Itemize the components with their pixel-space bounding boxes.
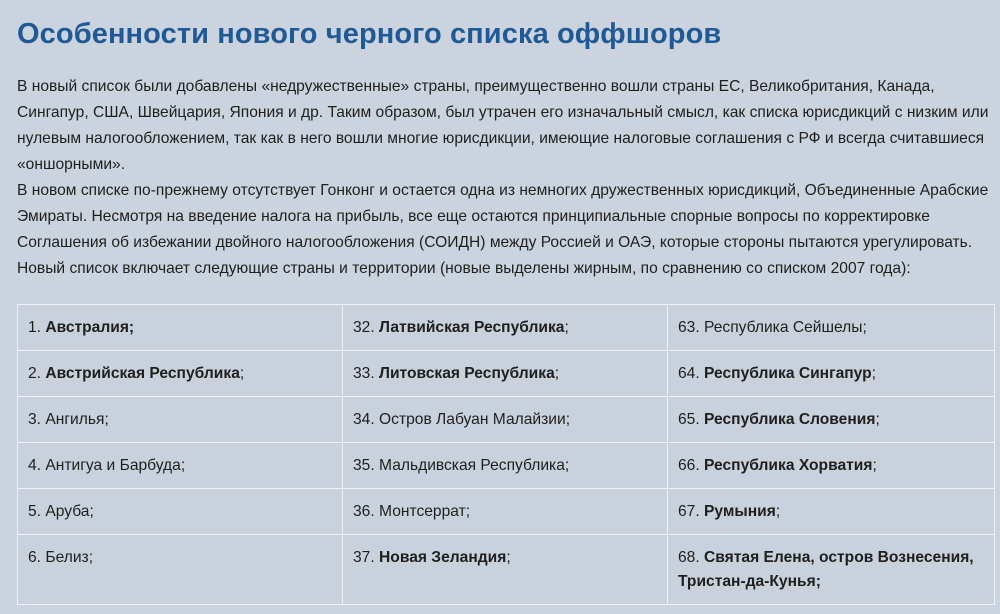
country-name: Австралия [45,319,129,336]
table-row [18,489,995,535]
table-cell [668,489,995,535]
country-entry [678,351,984,386]
country-entry [678,443,984,478]
country-name: Остров Лабуан Малайзии [379,411,566,428]
countries-table-wrapper [17,304,994,605]
country-number: 2. [28,365,42,382]
country-name: Святая Елена, остров Вознесения, Тристан-да-Кунья [678,549,974,590]
country-entry [28,351,332,386]
table-row [18,535,995,605]
table-cell [668,305,995,351]
country-name: Антигуа и Барбуда [45,457,181,474]
country-number: 64. [678,365,700,382]
country-entry [353,351,657,386]
table-cell [18,443,343,489]
country-name: Республика Хорватия [704,457,873,474]
country-separator: ; [180,457,186,474]
country-separator: ; [564,319,569,336]
country-entry [28,305,332,340]
table-row [18,351,995,397]
country-name: Латвийская Республика [379,319,565,336]
country-separator: ; [775,503,781,520]
country-name: Новая Зеландия [379,549,507,566]
country-name: Республика Словения [704,411,876,428]
country-name: Румыния [704,503,776,520]
country-entry [28,443,332,478]
table-row [18,397,995,443]
table-cell [343,535,668,605]
table-cell [18,305,343,351]
table-cell [343,305,668,351]
country-entry [28,535,332,570]
country-number: 67. [678,503,700,520]
table-cell [668,443,995,489]
country-entry [353,489,657,524]
country-separator: ; [88,549,94,566]
country-name: Мальдивская Республика [379,457,565,474]
country-entry [678,397,984,432]
table-cell [18,489,343,535]
country-name: Белиз [45,549,89,566]
table-cell [18,351,343,397]
table-cell [18,397,343,443]
table-cell [668,397,995,443]
table-cell [343,351,668,397]
table-cell [668,535,995,605]
table-cell [343,443,668,489]
country-entry [353,397,657,432]
table-cell [343,489,668,535]
country-separator: ; [875,411,880,428]
country-entry [678,489,984,524]
country-separator: ; [565,411,571,428]
country-entry [353,305,657,340]
table-row [18,443,995,489]
country-separator: ; [554,365,560,382]
country-separator: ; [465,503,471,520]
country-entry [353,443,657,478]
country-separator: ; [239,365,245,382]
country-number: 5. [28,503,42,520]
country-name: Республика Сингапур [704,365,872,382]
paragraph-new-additions: В новый список были добавлены «недружественные» страны, преимущественно вошли страны ЕС, Великобритания, Канада, Сингапур, США, Швейцария, Япония и др. Таким образом, был утрачен его изначальный смысл, как списка юрисдикций с низким или нулевым налогообложением, так как в него вошли многие юрисдикции, имеющие налоговые соглашения с РФ и всегда считавшиеся «оншорными». [17,78,989,173]
country-separator: ; [89,503,94,520]
country-number: 3. [28,411,42,428]
country-entry [678,305,984,340]
country-number: 68. [678,549,700,566]
country-number: 65. [678,411,700,428]
country-number: 1. [28,319,42,336]
article-body [17,74,992,282]
country-number: 34. [353,411,375,428]
country-separator: ; [862,319,867,336]
country-separator: ; [564,457,570,474]
country-name: Республика Сейшелы [704,319,863,336]
country-name: Монтсеррат [379,503,466,520]
country-separator: ; [506,549,511,566]
paragraph-hong-kong-uae: В новом списке по-прежнему отсутствует Гонконг и остается одна из немногих дружественных юрисдикций, Объединенные Арабские Эмираты. Несмотря на введение налога на прибыль, все еще остаются принципиальные спорные вопросы по корректировке Соглашения об избежании двойного налогообложения (СОИДН) между Россией и ОАЭ, которые стороны пытаются урегулировать. [17,182,989,251]
country-name: Ангилья [45,411,105,428]
country-entry [28,397,332,432]
table-row [18,305,995,351]
country-separator: ; [104,411,109,428]
country-separator: ; [815,573,821,590]
country-number: 37. [353,549,375,566]
country-number: 4. [28,457,42,474]
country-entry [678,535,984,594]
country-entry [353,535,657,570]
country-separator: ; [128,319,135,336]
country-number: 63. [678,319,700,336]
countries-table [17,304,995,605]
country-name: Австрийская Республика [45,365,240,382]
country-name: Литовская Республика [379,365,555,382]
country-number: 6. [28,549,42,566]
table-cell [668,351,995,397]
country-separator: ; [871,365,877,382]
country-number: 35. [353,457,375,474]
table-cell [18,535,343,605]
country-number: 32. [353,319,375,336]
paragraph-list-intro: Новый список включает следующие страны и территории (новые выделены жирным, по сравнению со списком 2007 года): [17,260,911,277]
table-cell [343,397,668,443]
country-number: 33. [353,365,375,382]
country-name: Аруба [45,503,90,520]
country-separator: ; [872,457,877,474]
country-number: 66. [678,457,700,474]
country-number: 36. [353,503,375,520]
country-entry [28,489,332,524]
page-title: Особенности нового черного списка оффшоров [17,18,722,50]
